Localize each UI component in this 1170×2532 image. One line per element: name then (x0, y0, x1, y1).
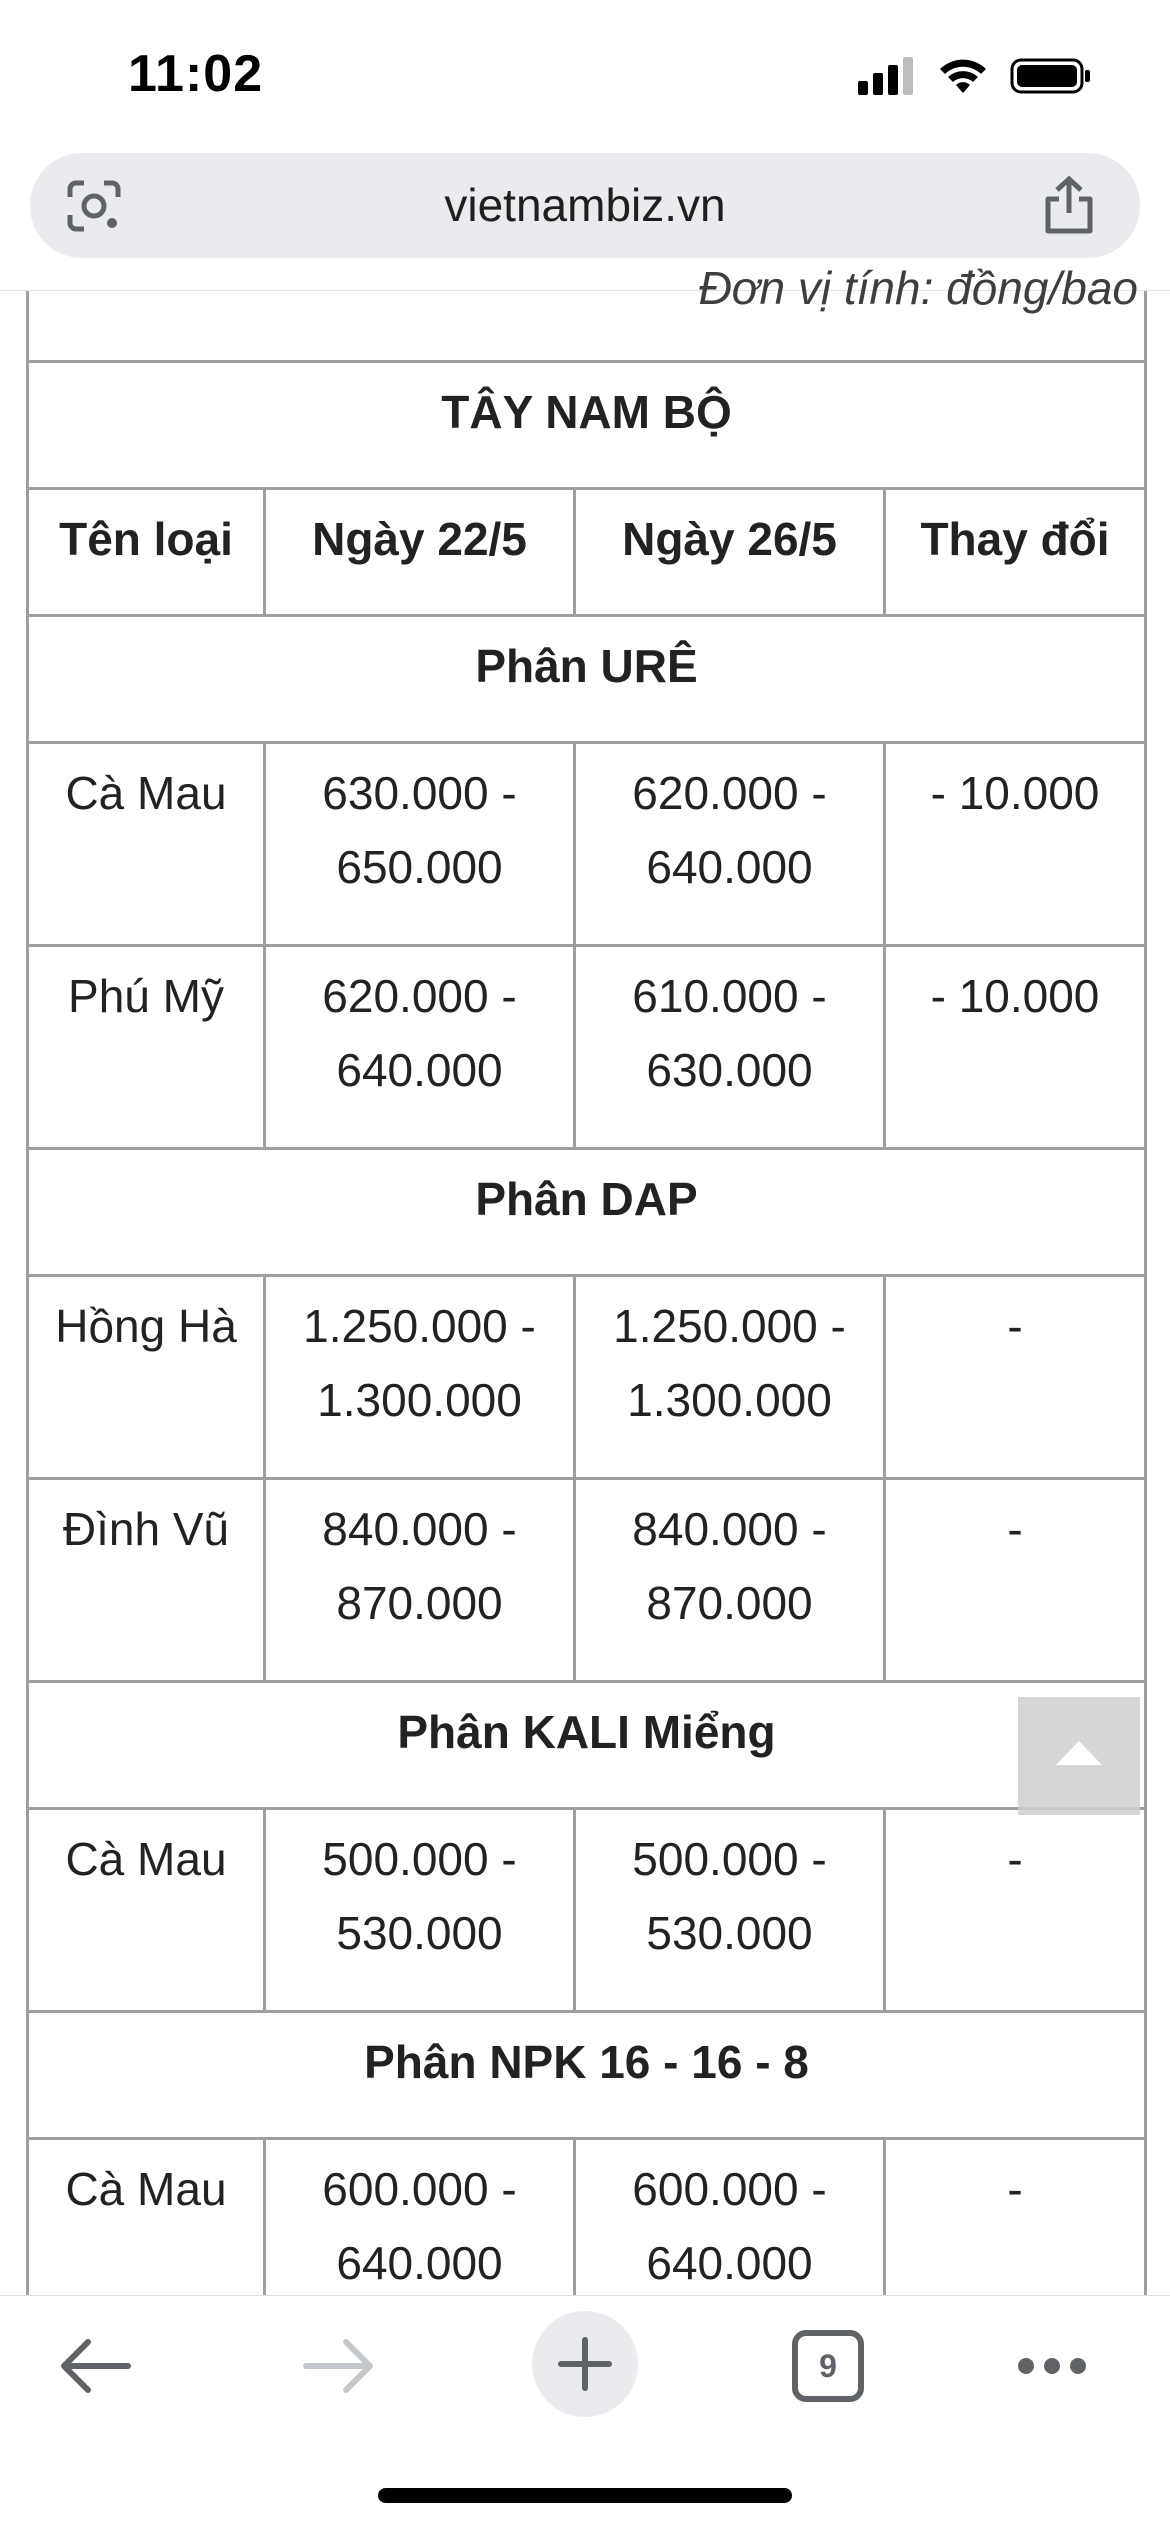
price-day2: 610.000 - 630.000 (575, 945, 885, 1148)
section-row (28, 1148, 1146, 1275)
tab-switcher-icon[interactable]: 9 (792, 2330, 864, 2402)
price-day2: 620.000 - 640.000 (575, 742, 885, 945)
price-day1: 1.250.000 - 1.300.000 (265, 1275, 575, 1478)
price-day1: 600.000 - 640.000 (265, 2138, 575, 2341)
column-header: Tên loại (28, 488, 265, 615)
price-change: - (885, 1478, 1146, 1681)
price-day2: 840.000 - 870.000 (575, 1478, 885, 1681)
fertilizer-price-table (26, 291, 1147, 2343)
table-row-top (28, 291, 1146, 361)
section-row (28, 1681, 1146, 1808)
wifi-icon (938, 57, 988, 95)
section-title: Phân DAP (28, 1148, 1146, 1275)
back-arrow-icon[interactable] (58, 2336, 132, 2396)
scroll-to-top-button[interactable] (1018, 1697, 1140, 1815)
price-day2: 600.000 - 640.000 (575, 2138, 885, 2341)
table-row (28, 1478, 1146, 1681)
section-title: Phân KALI Miểng (28, 1681, 1146, 1808)
address-bar[interactable] (30, 153, 1140, 258)
region-title: TÂY NAM BỘ (28, 361, 1146, 488)
price-change: - (885, 1275, 1146, 1478)
price-change: - (885, 2138, 1146, 2341)
cellular-signal-icon (858, 57, 916, 95)
share-icon[interactable] (1042, 175, 1096, 235)
more-dots-icon[interactable] (1016, 2354, 1088, 2378)
status-bar (0, 0, 1170, 150)
price-day1: 500.000 - 530.000 (265, 1808, 575, 2011)
table-row (28, 945, 1146, 1148)
price-day2: 500.000 - 530.000 (575, 1808, 885, 2011)
price-day1: 620.000 - 640.000 (265, 945, 575, 1148)
section-row (28, 615, 1146, 742)
price-day1: 840.000 - 870.000 (265, 1478, 575, 1681)
product-name: Cà Mau (28, 2138, 265, 2341)
section-title: Phân URÊ (28, 615, 1146, 742)
header-row (28, 488, 1146, 615)
region-row (28, 361, 1146, 488)
price-change: - 10.000 (885, 945, 1146, 1148)
product-name: Đình Vũ (28, 1478, 265, 1681)
table-row (28, 742, 1146, 945)
unit-note: Đơn vị tính: đồng/bao (698, 262, 1138, 314)
price-change: - (885, 1808, 1146, 2011)
column-header: Ngày 26/5 (575, 488, 885, 615)
price-change: - 10.000 (885, 742, 1146, 945)
column-header: Ngày 22/5 (265, 488, 575, 615)
new-tab-button[interactable] (532, 2311, 638, 2417)
table-row (28, 1275, 1146, 1478)
page-content (0, 262, 1170, 2295)
product-name: Phú Mỹ (28, 945, 265, 1148)
section-title: Phân NPK 16 - 16 - 8 (28, 2011, 1146, 2138)
battery-icon (1010, 57, 1092, 95)
price-day2: 1.250.000 - 1.300.000 (575, 1275, 885, 1478)
url-text[interactable]: vietnambiz.vn (444, 179, 726, 231)
section-row (28, 2011, 1146, 2138)
column-header: Thay đổi (885, 488, 1146, 615)
product-name: Cà Mau (28, 742, 265, 945)
table-row (28, 1808, 1146, 2011)
plus-icon (557, 2336, 613, 2392)
forward-arrow-icon[interactable] (302, 2336, 376, 2396)
scroll-to-top-icon (1054, 1739, 1104, 1767)
product-name: Cà Mau (28, 1808, 265, 2011)
status-icons (858, 56, 1092, 96)
price-day1: 630.000 - 650.000 (265, 742, 575, 945)
home-indicator (378, 2488, 792, 2503)
status-time: 11:02 (128, 45, 264, 103)
product-name: Hồng Hà (28, 1275, 265, 1478)
